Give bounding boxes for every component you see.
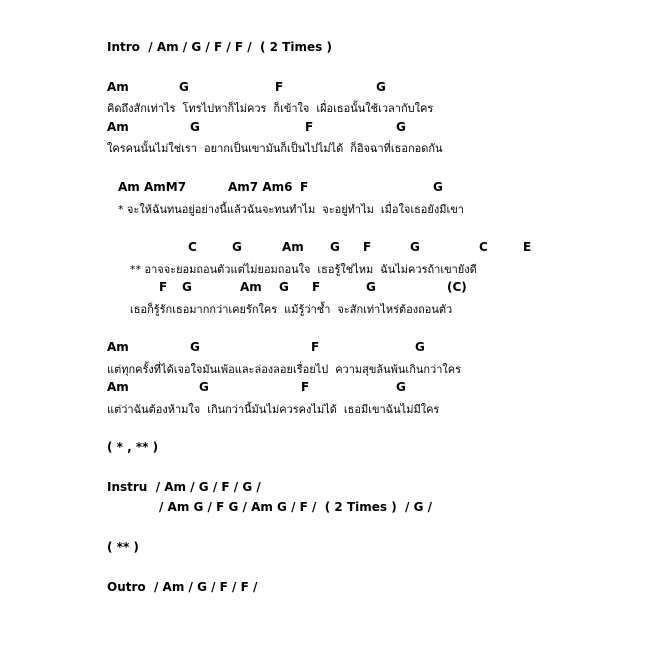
- chord: G: [433, 180, 443, 194]
- chord: G: [376, 80, 386, 94]
- repeat-marker: ( ** ): [107, 540, 139, 554]
- intro-line: Intro / Am / G / F / F / ( 2 Times ): [107, 40, 332, 54]
- chord: G: [410, 240, 420, 254]
- chord: G: [415, 340, 425, 354]
- chord: G: [396, 120, 406, 134]
- chord: F: [311, 340, 320, 354]
- outro-line: Outro / Am / G / F / F /: [107, 580, 258, 594]
- chord: G: [366, 280, 376, 294]
- lyric-line: แต่ทุกครั้งที่ได้เจอใจมันเพ้อและล่องลอยเรื่อยไป ความสุขล้นพ้นเกินกว่าใคร: [107, 363, 462, 376]
- repeat-marker: ( * , ** ): [107, 440, 159, 454]
- chord: F: [363, 240, 372, 254]
- chord: F: [312, 280, 321, 294]
- chord: C: [188, 240, 197, 254]
- lyric-line: * จะให้ฉันทนอยู่อย่างนี้แล้วฉันจะทนทำไม จะอยู่ทำไม เมื่อใจเธอยังมีเขา: [118, 203, 464, 216]
- chord: C: [479, 240, 488, 254]
- chord: E: [523, 240, 532, 254]
- chord: G: [190, 120, 200, 134]
- chord: Am: [107, 340, 129, 354]
- chord: G: [232, 240, 242, 254]
- chord: F: [301, 380, 310, 394]
- chord: F: [275, 80, 284, 94]
- chord: Am: [107, 120, 129, 134]
- lyric-line: ใครคนนั้นไม่ใช่เรา อยากเป็นเขามันก็เป็นไปไม่ได้ ก็อิจฉาที่เธอกอดกัน: [107, 142, 443, 155]
- instrumental-line: / Am G / F G / Am G / F / ( 2 Times ) / G /: [159, 500, 433, 514]
- lyric-line: ** อาจจะยอมถอนตัวแต่ไม่ยอมถอนใจ เธอรู้ใช่ไหม ฉันไม่ควรถ้าเขายังดี: [130, 263, 477, 276]
- chord: F: [300, 180, 309, 194]
- chord: F: [305, 120, 314, 134]
- chord: Am: [282, 240, 304, 254]
- chord: G: [190, 340, 200, 354]
- chord: Am: [107, 80, 129, 94]
- chord: G: [279, 280, 289, 294]
- chord: G: [199, 380, 209, 394]
- chord: G: [330, 240, 340, 254]
- chord: Am7 Am6: [228, 180, 293, 194]
- chord: F: [159, 280, 168, 294]
- lyric-line: คิดถึงสักเท่าไร โทรไปหาก็ไม่ควร ก็เข้าใจ เผื่อเธอนั้นใช้เวลากับใคร: [107, 102, 434, 115]
- chord: G: [182, 280, 192, 294]
- chord: Am: [240, 280, 262, 294]
- lyric-line: แต่ว่าฉันต้องห้ามใจ เกินกว่านี้มันไม่ควรคงไม่ได้ เธอมีเขาฉันไม่มีใคร: [107, 403, 440, 416]
- instrumental-line: Instru / Am / G / F / G /: [107, 480, 261, 494]
- chord: G: [179, 80, 189, 94]
- chord: Am AmM7: [118, 180, 187, 194]
- chord: (C): [447, 280, 467, 294]
- chord: G: [396, 380, 406, 394]
- lyric-line: เธอก็รู้รักเธอมากกว่าเคยรักใคร แม้รู้ว่าช้ำ จะสักเท่าไหร่ต้องถอนตัว: [130, 303, 453, 316]
- chord: Am: [107, 380, 129, 394]
